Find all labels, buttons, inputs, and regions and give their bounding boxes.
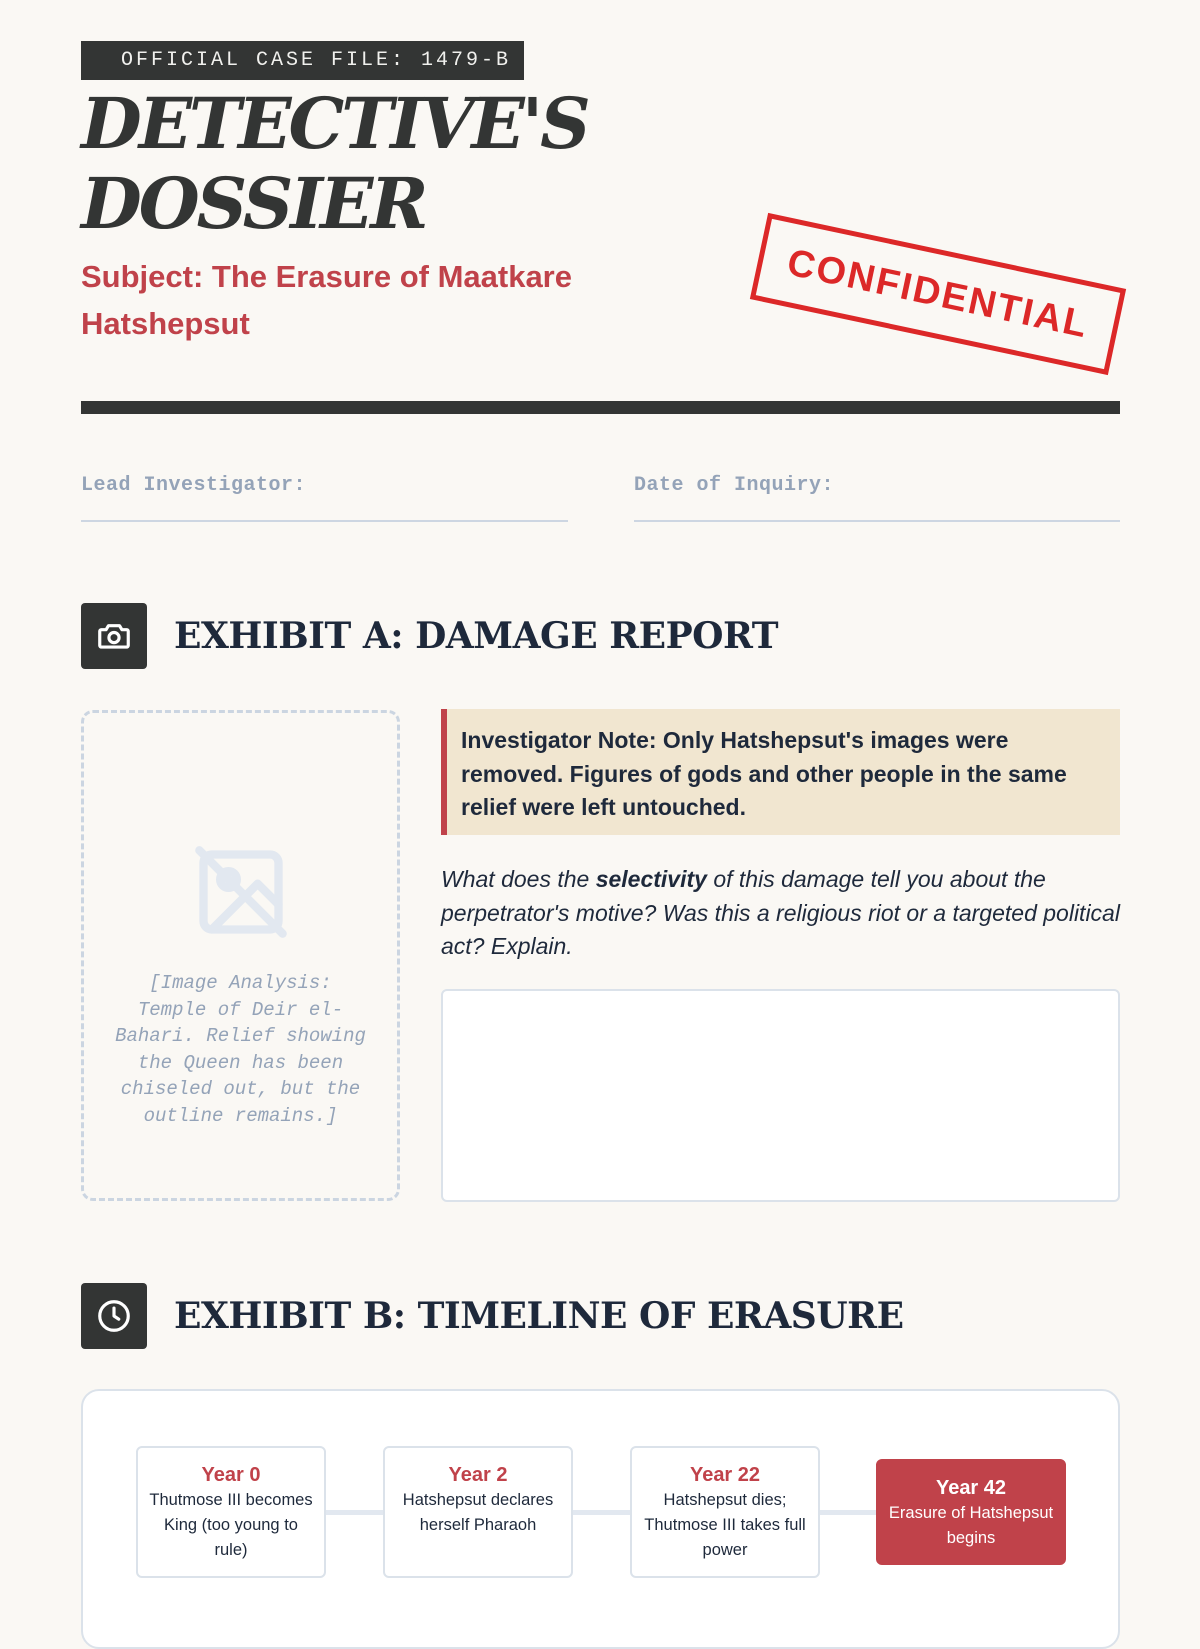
timeline-event-year: Year 22: [689, 1464, 761, 1486]
lead-investigator-label: Lead Investigator:: [81, 474, 307, 497]
date-of-inquiry-field[interactable]: [634, 474, 1120, 522]
timeline-panel: [81, 1389, 1120, 1649]
image-off-icon: [191, 842, 291, 942]
timeline-event: [383, 1446, 573, 1578]
exhibit-a-header: [81, 603, 778, 669]
timeline-event-year: Year 0: [201, 1464, 261, 1486]
dossier-page: [81, 0, 1120, 1600]
image-caption: [Image Analysis: Temple of Deir el-Bahari. Relief showing the Queen has been chiseled out, but the outline remains.]: [115, 972, 366, 1127]
lead-investigator-field[interactable]: [81, 474, 568, 522]
timeline-event-highlight: [876, 1459, 1066, 1565]
exhibit-a-question: [441, 863, 1120, 964]
question-text-end: of this damage tell you about the perpetrator's motive? Was this a religious riot or a targeted political act? Explain.: [441, 866, 1120, 959]
timeline-event-desc: Thutmose III becomes King (too young to rule): [149, 1491, 313, 1559]
exhibit-b-title: EXHIBIT B: TIMELINE OF ERASURE: [174, 1295, 904, 1337]
clock-icon: [81, 1283, 147, 1349]
header-divider: [81, 401, 1120, 414]
image-placeholder: [81, 710, 400, 1201]
investigator-note: Investigator Note: Only Hatshepsut's images were removed. Figures of gods and other people in the same relief were left untouched.: [441, 709, 1120, 835]
timeline-event-desc: Hatshepsut declares herself Pharaoh: [402, 1491, 554, 1534]
title-line-2: DOSSIER: [81, 162, 426, 245]
timeline-event-desc: Erasure of Hatshepsut begins: [888, 1504, 1054, 1547]
timeline-event-year: Year 42: [935, 1477, 1007, 1499]
confidential-stamp: CONFIDENTIAL: [750, 213, 1126, 375]
timeline-event: [630, 1446, 820, 1578]
subject-heading: Subject: The Erasure of Maatkare Hatshepsut: [81, 259, 572, 341]
answer-textarea[interactable]: [441, 989, 1120, 1202]
question-emphasis: selectivity: [595, 866, 707, 892]
timeline-event-year: Year 2: [448, 1464, 508, 1486]
title-line-1: DETECTIVE'S: [81, 82, 588, 165]
date-of-inquiry-label: Date of Inquiry:: [634, 474, 835, 497]
case-file-tag: OFFICIAL CASE FILE: 1479-B: [81, 41, 524, 80]
exhibit-a-title: EXHIBIT A: DAMAGE REPORT: [174, 615, 779, 657]
exhibit-b-header: [81, 1283, 904, 1349]
timeline-event: [136, 1446, 326, 1578]
camera-icon: [81, 603, 147, 669]
page-title: [81, 84, 721, 244]
timeline-event-desc: Hatshepsut dies; Thutmose III takes full power: [644, 1491, 806, 1559]
question-text-start: What does the: [441, 866, 596, 892]
